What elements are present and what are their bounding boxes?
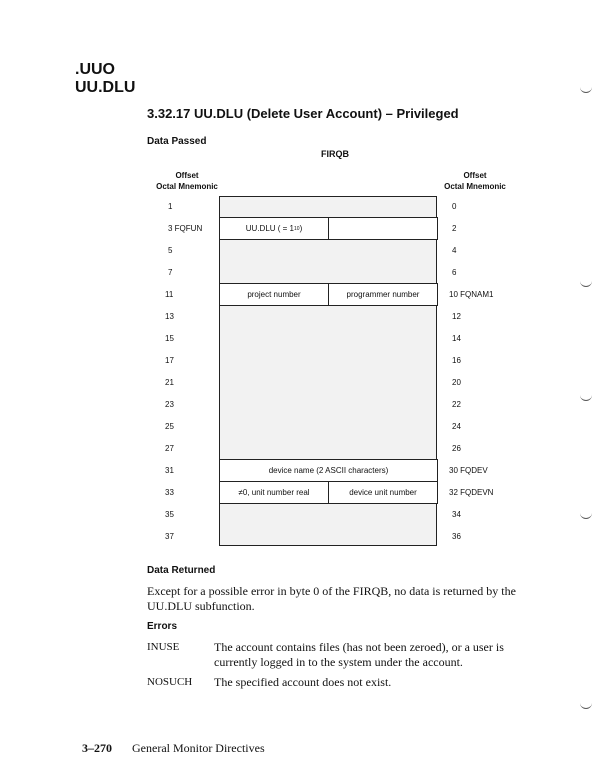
left-offset: 33 (165, 488, 174, 497)
right-offset: 12 (452, 312, 461, 321)
left-offset: 1 (168, 202, 173, 211)
firqb-label: FIRQB (321, 149, 349, 159)
field-project: project number (219, 283, 329, 306)
right-offset: 2 (452, 224, 457, 233)
tab-heading-uudlu: UU.DLU (75, 79, 136, 96)
left-offset: 35 (165, 510, 174, 519)
field-programmer: programmer number (328, 283, 438, 306)
margin-mark (580, 394, 592, 401)
field-uudlu (219, 217, 329, 240)
left-offset: 23 (165, 400, 174, 409)
field-device-name: device name (2 ASCII characters) (219, 459, 438, 482)
field-uudlu-text: UU.DLU ( = 1 (245, 224, 294, 233)
left-offset: 5 (168, 246, 173, 255)
firqb-diagram (219, 196, 437, 546)
left-offset: 3 FQFUN (168, 224, 203, 233)
field-unit-real: ≠0, unit number real (219, 481, 329, 504)
right-header-offset: Offset (463, 171, 487, 180)
field-empty-high-byte (328, 217, 438, 240)
right-offset: 34 (452, 510, 461, 519)
margin-mark (580, 86, 592, 93)
field-uudlu-base: 10 (294, 225, 300, 232)
error-text-nosuch: The specified account does not exist. (214, 675, 392, 689)
field-uudlu-close: ) (299, 224, 303, 233)
right-offset: 24 (452, 422, 461, 431)
right-offset: 32 FQDEVN (449, 488, 494, 497)
right-header-mnemonic: Octal Mnemonic (444, 182, 506, 191)
right-column-header (435, 170, 515, 192)
page-number: 3–270 (82, 741, 112, 755)
section-title: 3.32.17 UU.DLU (Delete User Account) – Privileged (147, 106, 459, 121)
left-offset: 31 (165, 466, 174, 475)
left-offset: 7 (168, 268, 173, 277)
left-header-mnemonic: Octal Mnemonic (156, 182, 218, 191)
right-offset: 0 (452, 202, 457, 211)
data-returned-heading: Data Returned (147, 565, 216, 576)
left-offset: 21 (165, 378, 174, 387)
right-offset: 10 FQNAM1 (449, 290, 494, 299)
right-offset: 20 (452, 378, 461, 387)
left-offset: 11 (165, 290, 174, 299)
data-returned-text: Except for a possible error in byte 0 of the FIRQB, no data is returned by the UU.DLU subfunction. (147, 584, 516, 613)
right-offset: 30 FQDEV (449, 466, 488, 475)
margin-mark (580, 280, 592, 287)
margin-mark (580, 512, 592, 519)
right-offset: 22 (452, 400, 461, 409)
error-code-nosuch: NOSUCH (147, 676, 193, 688)
margin-mark (580, 702, 592, 709)
right-offset: 4 (452, 246, 457, 255)
left-offset: 37 (165, 532, 174, 541)
error-code-inuse: INUSE (147, 641, 180, 653)
right-offset: 16 (452, 356, 461, 365)
errors-heading: Errors (147, 621, 178, 632)
field-device-unit: device unit number (328, 481, 438, 504)
error-text-inuse: The account contains files (has not been zeroed), or a user is currently logged in to the system under the account. (214, 640, 504, 669)
left-column-header (147, 170, 227, 192)
right-offset: 14 (452, 334, 461, 343)
right-offset: 26 (452, 444, 461, 453)
tab-heading-uuo: .UUO (75, 61, 115, 78)
left-offset: 17 (165, 356, 174, 365)
left-offset: 25 (165, 422, 174, 431)
left-offset: 13 (165, 312, 174, 321)
left-offset: 15 (165, 334, 174, 343)
data-passed-heading: Data Passed (147, 136, 207, 147)
left-header-offset: Offset (175, 171, 199, 180)
footer-title: General Monitor Directives (132, 741, 265, 755)
right-offset: 36 (452, 532, 461, 541)
left-offset: 27 (165, 444, 174, 453)
right-offset: 6 (452, 268, 457, 277)
